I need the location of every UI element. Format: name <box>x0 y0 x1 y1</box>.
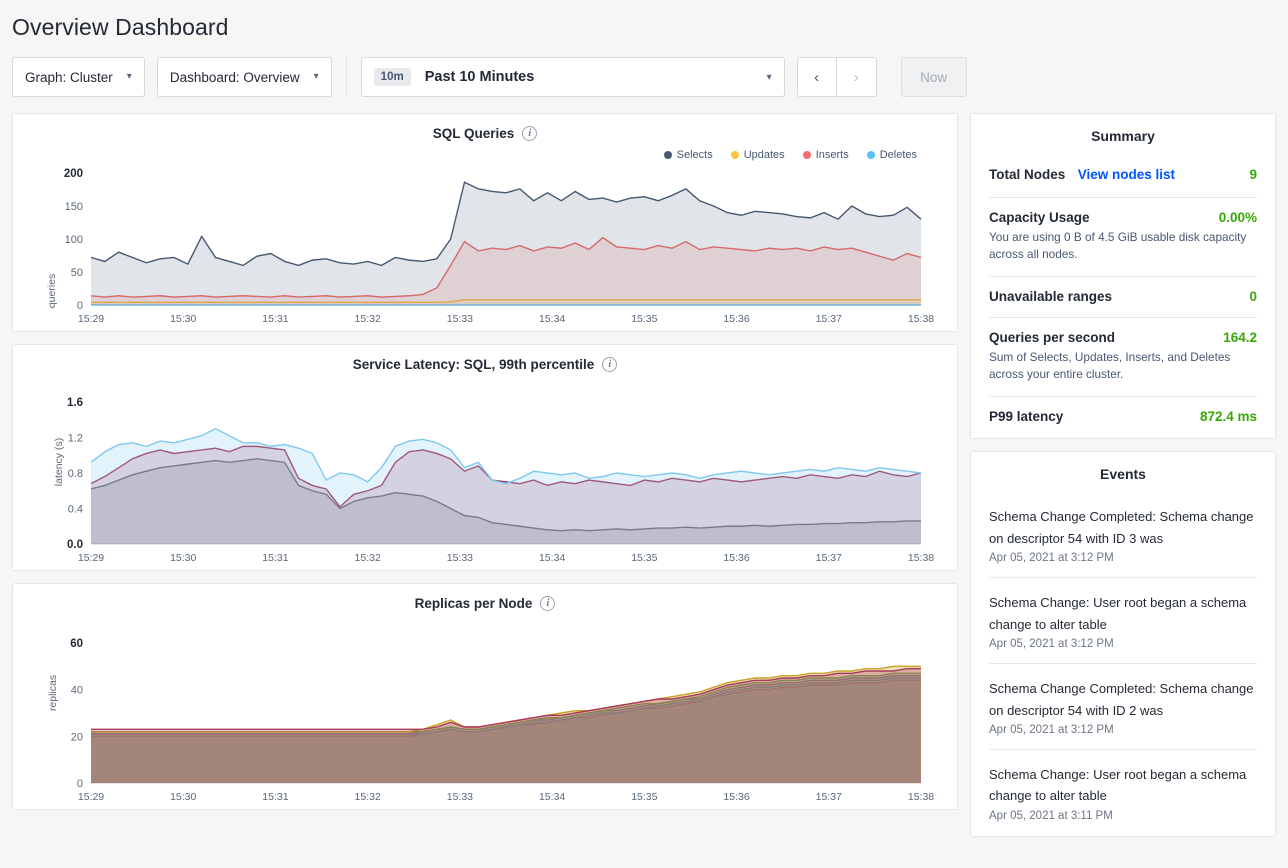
summary-value: 0.00% <box>1218 210 1257 225</box>
graph-selector-label: Graph: Cluster <box>25 69 113 85</box>
chart-plot-area <box>13 611 957 809</box>
list-item[interactable] <box>971 664 1275 736</box>
event-text: Schema Change: User root began a schema change to alter table <box>989 595 1247 632</box>
y-axis-label: latency (s) <box>53 437 66 487</box>
svg-text:15:35: 15:35 <box>631 313 658 325</box>
svg-text:15:34: 15:34 <box>538 552 566 564</box>
svg-text:15:33: 15:33 <box>446 791 474 803</box>
event-timestamp: Apr 05, 2021 at 3:12 PM <box>989 638 1114 651</box>
info-icon[interactable]: i <box>522 126 537 141</box>
event-timestamp: Apr 05, 2021 at 3:12 PM <box>989 552 1114 565</box>
charts-column <box>12 113 958 822</box>
svg-text:15:32: 15:32 <box>354 313 381 325</box>
list-item[interactable] <box>971 750 1275 822</box>
svg-text:0: 0 <box>76 300 83 312</box>
time-nav-group <box>797 57 877 97</box>
chart-legend <box>13 141 957 161</box>
summary-row-p99-latency <box>989 397 1257 424</box>
side-column <box>970 113 1276 849</box>
legend-label: Selects <box>676 149 713 161</box>
event-text: Schema Change: User root began a schema change to alter table <box>989 767 1247 804</box>
svg-text:15:38: 15:38 <box>907 791 935 803</box>
chevron-down-icon: ▾ <box>766 71 772 83</box>
time-range-selector[interactable] <box>361 57 785 97</box>
svg-text:1.6: 1.6 <box>67 397 83 409</box>
legend-label: Inserts <box>815 149 849 161</box>
svg-text:15:31: 15:31 <box>262 791 289 803</box>
svg-text:0.4: 0.4 <box>67 503 83 516</box>
chart-title-text: Replicas per Node <box>414 596 533 611</box>
svg-text:15:38: 15:38 <box>907 552 935 564</box>
summary-value: 872.4 ms <box>1199 409 1257 425</box>
svg-text:15:35: 15:35 <box>631 791 658 803</box>
chart-card-sql-queries <box>12 113 958 332</box>
previous-range-button[interactable]: ‹ <box>797 57 837 97</box>
now-button[interactable]: Now <box>901 57 967 97</box>
svg-text:15:29: 15:29 <box>77 313 105 325</box>
summary-value: 9 <box>1249 167 1257 182</box>
toolbar-divider <box>346 57 347 97</box>
chevron-down-icon: ▾ <box>313 71 319 82</box>
time-range-badge: 10m <box>374 68 411 86</box>
svg-text:15:35: 15:35 <box>631 552 658 564</box>
summary-row-total-nodes <box>989 154 1257 184</box>
svg-text:15:34: 15:34 <box>538 313 566 325</box>
legend-swatch-icon <box>803 151 811 159</box>
legend-item-deletes[interactable] <box>867 149 917 161</box>
svg-text:60: 60 <box>70 638 83 650</box>
svg-text:15:31: 15:31 <box>262 313 289 325</box>
summary-description: Sum of Selects, Updates, Inserts, and Deletes across your entire cluster. <box>989 350 1231 382</box>
svg-text:15:30: 15:30 <box>170 552 197 564</box>
chart-title-text: Service Latency: SQL, 99th percentile <box>352 357 595 372</box>
legend-label: Deletes <box>879 149 917 161</box>
event-text: Schema Change Completed: Schema change on descriptor 54 with ID 2 was <box>989 681 1254 718</box>
legend-swatch-icon <box>664 151 672 159</box>
legend-item-selects[interactable] <box>664 149 713 161</box>
list-item[interactable] <box>971 492 1275 564</box>
info-icon[interactable]: i <box>540 596 555 611</box>
y-axis-label: replicas <box>47 674 60 712</box>
summary-label: Total Nodes <box>989 167 1066 182</box>
chart-card-replicas-per-node <box>12 583 958 810</box>
svg-text:15:31: 15:31 <box>262 552 289 564</box>
view-nodes-list-link[interactable]: View nodes list <box>1077 167 1176 182</box>
summary-label: P99 latency <box>989 409 1064 425</box>
summary-label: Queries per second <box>989 330 1116 346</box>
svg-text:150: 150 <box>64 201 83 213</box>
summary-panel <box>970 113 1276 439</box>
svg-text:0.8: 0.8 <box>67 468 83 480</box>
svg-text:15:36: 15:36 <box>723 313 750 325</box>
y-axis-label: queries <box>46 273 59 309</box>
summary-label: Unavailable ranges <box>989 289 1113 305</box>
svg-text:15:33: 15:33 <box>446 552 474 564</box>
svg-text:15:36: 15:36 <box>723 791 750 803</box>
legend-swatch-icon <box>731 151 739 159</box>
svg-text:0: 0 <box>76 778 83 790</box>
dashboard-selector-label: Dashboard: Overview <box>169 69 300 85</box>
legend-item-updates[interactable] <box>731 149 785 161</box>
replicas-per-node-plot[interactable] <box>13 629 957 809</box>
dashboard-body <box>0 101 1288 861</box>
svg-text:15:29: 15:29 <box>77 552 105 564</box>
chart-title <box>13 114 957 141</box>
events-title: Events <box>1100 466 1146 483</box>
svg-text:15:34: 15:34 <box>538 791 566 803</box>
list-item[interactable] <box>971 578 1275 650</box>
legend-label: Updates <box>743 149 785 161</box>
summary-value: 164.2 <box>1223 330 1257 346</box>
chart-plot-area <box>13 161 957 331</box>
svg-text:0.0: 0.0 <box>67 539 83 551</box>
dashboard-selector[interactable] <box>157 57 332 97</box>
info-icon[interactable]: i <box>602 357 617 372</box>
chart-plot-area <box>13 372 957 570</box>
summary-value: 0 <box>1249 289 1257 305</box>
svg-text:1.2: 1.2 <box>67 432 83 445</box>
legend-swatch-icon <box>867 151 875 159</box>
summary-row-queries-per-second <box>989 318 1257 345</box>
service-latency-plot[interactable] <box>13 390 957 570</box>
svg-text:15:30: 15:30 <box>170 313 197 325</box>
summary-label: Capacity Usage <box>989 210 1090 225</box>
svg-text:15:30: 15:30 <box>170 791 197 803</box>
event-timestamp: Apr 05, 2021 at 3:11 PM <box>989 809 1113 822</box>
svg-text:15:29: 15:29 <box>77 791 105 803</box>
summary-body <box>971 154 1275 438</box>
summary-description: You are using 0 B of 4.5 GiB usable disk capacity across all nodes. <box>989 230 1247 262</box>
graph-selector[interactable] <box>12 57 145 97</box>
svg-text:100: 100 <box>64 234 83 246</box>
svg-text:15:37: 15:37 <box>815 791 842 803</box>
page-title: Overview Dashboard <box>12 14 229 40</box>
chevron-down-icon: ▾ <box>126 71 132 82</box>
chart-title <box>13 345 957 372</box>
chart-title-text: SQL Queries <box>432 126 515 141</box>
svg-text:15:37: 15:37 <box>815 313 842 325</box>
svg-text:50: 50 <box>70 267 83 279</box>
time-range-label: Past 10 Minutes <box>424 69 535 85</box>
event-timestamp: Apr 05, 2021 at 3:12 PM <box>989 724 1114 736</box>
svg-text:40: 40 <box>70 684 83 697</box>
svg-text:200: 200 <box>63 168 83 180</box>
summary-row-unavailable-ranges <box>989 277 1257 304</box>
sql-queries-plot[interactable] <box>13 161 957 331</box>
event-text: Schema Change Completed: Schema change on descriptor 54 with ID 3 was <box>989 509 1254 546</box>
svg-text:15:36: 15:36 <box>723 552 750 564</box>
events-panel <box>970 451 1276 837</box>
svg-text:15:37: 15:37 <box>815 552 842 564</box>
next-range-button[interactable]: › <box>837 57 877 97</box>
svg-text:20: 20 <box>70 731 83 744</box>
legend-item-inserts[interactable] <box>803 149 849 161</box>
summary-row-capacity-usage <box>989 198 1257 225</box>
chart-title <box>13 584 957 611</box>
svg-text:15:32: 15:32 <box>354 552 381 564</box>
svg-text:15:38: 15:38 <box>907 313 935 325</box>
summary-title: Summary <box>1091 128 1155 144</box>
svg-text:15:33: 15:33 <box>446 313 474 325</box>
chart-card-service-latency <box>12 344 958 571</box>
svg-text:15:32: 15:32 <box>354 791 381 803</box>
toolbar <box>0 41 1288 101</box>
